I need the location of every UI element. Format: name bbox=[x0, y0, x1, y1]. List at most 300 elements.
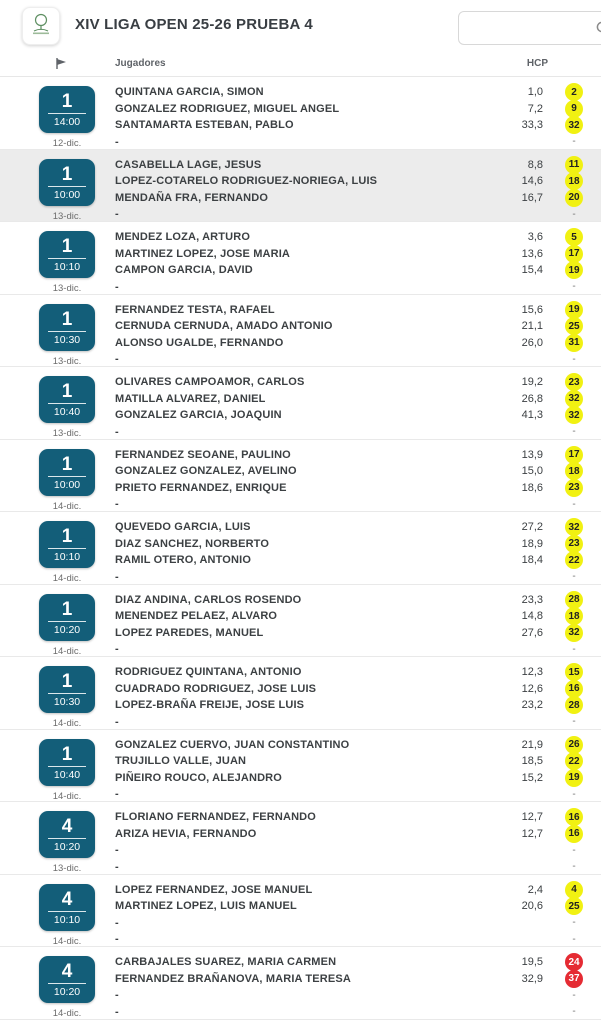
hcp-exact-value: 21,9 bbox=[521, 738, 543, 751]
playing-hcp-badge: 17 bbox=[565, 245, 583, 263]
playing-hcp-badge: 25 bbox=[565, 897, 583, 915]
hcp-line bbox=[501, 915, 583, 932]
tee-time: 10:00 bbox=[53, 478, 81, 491]
hcp-exact-value: 14,6 bbox=[521, 175, 543, 188]
tee-date: 13-dic. bbox=[52, 355, 82, 367]
hcp-line bbox=[501, 625, 583, 642]
hcp-column bbox=[501, 947, 583, 1019]
hcp-line bbox=[501, 826, 583, 843]
player-name: RODRIGUEZ QUINTANA, ANTONIO bbox=[115, 666, 302, 678]
player-name: GONZALEZ GARCIA, JOAQUIN bbox=[115, 409, 282, 421]
players-column bbox=[115, 585, 501, 657]
player-name: ARIZA HEVIA, FERNANDO bbox=[115, 827, 257, 840]
playing-hcp-badge: 23 bbox=[565, 479, 583, 497]
hcp-line bbox=[501, 898, 583, 915]
tee-cell bbox=[0, 222, 115, 294]
player-name: LOPEZ-BRAÑA FREIJE, JOSE LUIS bbox=[115, 699, 305, 711]
player-name: FERNANDEZ TESTA, RAFAEL bbox=[115, 303, 275, 316]
player-name: - bbox=[115, 643, 119, 655]
playing-hcp-badge: 23 bbox=[565, 373, 583, 391]
playing-hcp-badge: 4 bbox=[565, 881, 583, 899]
player-name: RAMIL OTERO, ANTONIO bbox=[115, 554, 252, 566]
playing-hcp-badge: 2 bbox=[565, 83, 583, 101]
hcp-line bbox=[501, 552, 583, 569]
hcp-exact-value: 12,3 bbox=[521, 666, 543, 679]
player-name: MENDEZ LOZA, ARTURO bbox=[115, 231, 251, 243]
tee-box[interactable] bbox=[39, 811, 95, 858]
tee-box-divider bbox=[48, 476, 86, 477]
tee-number: 4 bbox=[61, 816, 73, 837]
tee-box-divider bbox=[48, 331, 86, 332]
golf-club-crest-icon bbox=[28, 11, 54, 42]
hcp-exact-value: 15,4 bbox=[521, 264, 543, 277]
hcp-line bbox=[501, 786, 583, 803]
hcp-column bbox=[501, 77, 583, 149]
hcp-line bbox=[501, 351, 583, 368]
players-column bbox=[115, 222, 501, 294]
players-column bbox=[115, 295, 501, 367]
tee-number: 1 bbox=[61, 236, 73, 257]
empty-slot-dash: - bbox=[572, 498, 576, 510]
hcp-line bbox=[501, 447, 583, 464]
hcp-column bbox=[501, 295, 583, 367]
group-row[interactable] bbox=[0, 875, 601, 948]
player-name: FERNANDEZ BRAÑANOVA, MARIA TERESA bbox=[115, 972, 351, 985]
playing-hcp-badge: 20 bbox=[565, 189, 583, 207]
tee-box-divider bbox=[48, 766, 86, 767]
hcp-exact-value: 16,7 bbox=[521, 191, 543, 204]
app-header bbox=[0, 0, 601, 52]
group-row[interactable] bbox=[0, 947, 601, 1020]
player-name: - bbox=[115, 844, 119, 856]
player-name: - bbox=[115, 989, 119, 1001]
hcp-line bbox=[501, 882, 583, 899]
empty-slot-dash: - bbox=[572, 281, 576, 293]
player-name: GONZALEZ RODRIGUEZ, MIGUEL ANGEL bbox=[115, 102, 340, 115]
empty-slot-dash: - bbox=[572, 844, 576, 856]
playing-hcp-badge: 22 bbox=[565, 752, 583, 770]
playing-hcp-badge: 31 bbox=[565, 334, 583, 352]
player-name: MENENDEZ PELAEZ, ALVARO bbox=[115, 610, 278, 622]
playing-hcp-badge: 23 bbox=[565, 535, 583, 553]
tee-number: 4 bbox=[61, 961, 73, 982]
player-name: LOPEZ-COTARELO RODRIGUEZ-NORIEGA, LUIS bbox=[115, 175, 378, 187]
tee-cell bbox=[0, 657, 115, 729]
playing-hcp-badge: 25 bbox=[565, 317, 583, 335]
tee-box-divider bbox=[48, 621, 86, 622]
player-name: MARTINEZ LOPEZ, JOSE MARIA bbox=[115, 247, 291, 260]
player-name: OLIVARES CAMPOAMOR, CARLOS bbox=[115, 376, 305, 388]
hcp-line bbox=[501, 173, 583, 190]
tee-box[interactable] bbox=[39, 449, 95, 496]
playing-hcp-badge: 37 bbox=[565, 970, 583, 988]
group-row[interactable] bbox=[0, 730, 601, 803]
player-name: CERNUDA CERNUDA, AMADO ANTONIO bbox=[115, 320, 333, 332]
hcp-exact-value: 15,0 bbox=[521, 465, 543, 478]
player-name: - bbox=[115, 353, 119, 365]
hcp-line bbox=[501, 190, 583, 207]
empty-slot-dash: - bbox=[572, 643, 576, 655]
players-column bbox=[115, 77, 501, 149]
player-name: CARBAJALES SUAREZ, MARIA CARMEN bbox=[115, 956, 337, 968]
hcp-line bbox=[501, 279, 583, 296]
hcp-column bbox=[501, 585, 583, 657]
tee-date: 14-dic. bbox=[52, 573, 82, 584]
hcp-exact-value: 26,0 bbox=[521, 336, 543, 349]
hcp-line bbox=[501, 519, 583, 536]
hcp-exact-value: 23,2 bbox=[521, 699, 543, 712]
hcp-line bbox=[501, 592, 583, 609]
player-name: - bbox=[115, 208, 119, 220]
players-column bbox=[115, 875, 501, 947]
page-title: XIV LIGA OPEN 25-26 PRUEBA 4 bbox=[75, 16, 313, 33]
tee-date: 13-dic. bbox=[52, 210, 82, 222]
tee-date: 14-dic. bbox=[52, 500, 82, 512]
playing-hcp-badge: 16 bbox=[565, 825, 583, 843]
tee-box[interactable] bbox=[39, 739, 95, 786]
player-name: - bbox=[115, 135, 119, 148]
hcp-line bbox=[501, 641, 583, 658]
tee-cell bbox=[0, 585, 115, 657]
tee-time: 10:20 bbox=[53, 623, 81, 636]
player-name: CUADRADO RODRIGUEZ, JOSE LUIS bbox=[115, 682, 317, 695]
tee-cell bbox=[0, 77, 115, 149]
hcp-column bbox=[501, 730, 583, 802]
hcp-line bbox=[501, 931, 583, 948]
hcp-line bbox=[501, 842, 583, 859]
hcp-exact-value: 1,0 bbox=[527, 86, 543, 99]
tee-cell bbox=[0, 947, 115, 1019]
tee-date: 14-dic. bbox=[52, 790, 82, 802]
hcp-line bbox=[501, 608, 583, 625]
player-name: - bbox=[115, 933, 119, 945]
empty-slot-dash: - bbox=[572, 426, 576, 438]
player-name: - bbox=[115, 570, 119, 583]
player-name: - bbox=[115, 916, 119, 929]
hcp-exact-value: 33,3 bbox=[521, 119, 543, 132]
club-logo[interactable] bbox=[22, 7, 60, 45]
hcp-exact-value: 19,2 bbox=[521, 376, 543, 389]
hcp-line bbox=[501, 463, 583, 480]
playing-hcp-badge: 19 bbox=[565, 301, 583, 319]
player-name: - bbox=[115, 498, 119, 510]
players-column bbox=[115, 657, 501, 729]
search-box bbox=[458, 11, 601, 45]
tee-time: 10:40 bbox=[53, 406, 81, 418]
tee-time: 10:10 bbox=[53, 261, 81, 273]
hcp-exact-value: 27,2 bbox=[521, 521, 543, 534]
hcp-column bbox=[501, 150, 583, 222]
player-name: FLORIANO FERNANDEZ, FERNANDO bbox=[115, 811, 316, 823]
group-row[interactable] bbox=[0, 222, 601, 295]
hcp-exact-value: 2,4 bbox=[527, 883, 543, 896]
tee-cell bbox=[0, 295, 115, 367]
empty-slot-dash: - bbox=[572, 353, 576, 365]
playing-hcp-badge: 18 bbox=[565, 607, 583, 625]
playing-hcp-badge: 32 bbox=[565, 406, 583, 424]
tee-time: 10:20 bbox=[53, 986, 81, 998]
tee-box-divider bbox=[48, 548, 86, 549]
tee-box[interactable] bbox=[39, 884, 95, 931]
player-name: QUINTANA GARCIA, SIMON bbox=[115, 86, 264, 98]
hcp-exact-value: 20,6 bbox=[521, 900, 543, 913]
hcp-exact-value: 18,5 bbox=[521, 755, 543, 768]
hcp-column bbox=[501, 657, 583, 729]
tee-date: 13-dic. bbox=[52, 863, 82, 874]
hcp-line bbox=[501, 262, 583, 279]
tee-number: 1 bbox=[61, 381, 73, 402]
hcp-column bbox=[501, 875, 583, 947]
playing-hcp-badge: 28 bbox=[565, 696, 583, 714]
tee-date: 14-dic. bbox=[52, 1008, 82, 1019]
players-column bbox=[115, 947, 501, 1019]
player-name: PIÑEIRO ROUCO, ALEJANDRO bbox=[115, 771, 282, 784]
hcp-line bbox=[501, 987, 583, 1004]
hcp-exact-value: 14,8 bbox=[521, 610, 543, 623]
hcp-line bbox=[501, 246, 583, 263]
tee-box[interactable] bbox=[39, 86, 95, 133]
player-name: PRIETO FERNANDEZ, ENRIQUE bbox=[115, 481, 287, 494]
hcp-line bbox=[501, 569, 583, 586]
tee-cell bbox=[0, 730, 115, 802]
tee-date: 13-dic. bbox=[52, 428, 82, 439]
hcp-exact-value: 41,3 bbox=[521, 409, 543, 422]
playing-hcp-badge: 32 bbox=[565, 624, 583, 642]
search-input[interactable] bbox=[467, 12, 585, 44]
hcp-exact-value: 13,9 bbox=[521, 448, 543, 461]
group-row[interactable] bbox=[0, 295, 601, 368]
player-name: ALONSO UGALDE, FERNANDO bbox=[115, 336, 284, 349]
column-header-players: Jugadores bbox=[115, 58, 166, 69]
tee-number: 1 bbox=[61, 453, 73, 475]
playing-hcp-badge: 15 bbox=[565, 663, 583, 681]
groups-list bbox=[0, 77, 601, 1020]
tee-number: 1 bbox=[61, 163, 73, 185]
hcp-exact-value: 3,6 bbox=[527, 231, 543, 244]
hcp-exact-value: 8,8 bbox=[527, 158, 543, 171]
tee-date: 12-dic. bbox=[52, 138, 82, 149]
hcp-line bbox=[501, 737, 583, 754]
tee-time: 10:30 bbox=[53, 696, 81, 708]
hcp-exact-value: 19,5 bbox=[521, 956, 543, 969]
tee-time: 10:00 bbox=[53, 188, 81, 201]
players-column bbox=[115, 367, 501, 439]
tee-box[interactable] bbox=[39, 956, 95, 1003]
hcp-exact-value: 32,9 bbox=[521, 972, 543, 985]
tee-time: 10:30 bbox=[53, 333, 81, 346]
group-row[interactable] bbox=[0, 512, 601, 585]
playing-hcp-badge: 16 bbox=[565, 680, 583, 698]
tee-time: 10:20 bbox=[53, 841, 81, 853]
hcp-line bbox=[501, 335, 583, 352]
hcp-column bbox=[501, 367, 583, 439]
player-name: DIAZ ANDINA, CARLOS ROSENDO bbox=[115, 593, 302, 606]
group-row[interactable] bbox=[0, 657, 601, 730]
playing-hcp-badge: 16 bbox=[565, 808, 583, 826]
hcp-exact-value: 23,3 bbox=[521, 593, 543, 606]
hcp-column bbox=[501, 802, 583, 874]
tee-cell bbox=[0, 367, 115, 439]
hcp-line bbox=[501, 157, 583, 174]
tee-box-divider bbox=[48, 258, 86, 259]
player-name: GONZALEZ GONZALEZ, AVELINO bbox=[115, 465, 297, 477]
hcp-line bbox=[501, 302, 583, 319]
tee-box-divider bbox=[48, 186, 86, 187]
hcp-exact-value: 18,4 bbox=[521, 554, 543, 567]
flag-icon bbox=[55, 56, 69, 70]
hcp-line bbox=[501, 664, 583, 681]
hcp-exact-value: 12,7 bbox=[521, 827, 543, 840]
empty-slot-dash: - bbox=[572, 716, 576, 728]
players-column bbox=[115, 730, 501, 802]
search-icon[interactable] bbox=[595, 20, 601, 38]
player-name: - bbox=[115, 715, 119, 728]
playing-hcp-badge: 28 bbox=[565, 591, 583, 609]
player-name: MATILLA ALVAREZ, DANIEL bbox=[115, 392, 266, 405]
empty-slot-dash: - bbox=[572, 571, 576, 583]
hcp-exact-value: 13,6 bbox=[521, 247, 543, 260]
hcp-line bbox=[501, 681, 583, 698]
tee-cell bbox=[0, 802, 115, 874]
tee-number: 1 bbox=[61, 598, 73, 620]
hcp-exact-value: 21,1 bbox=[521, 320, 543, 333]
tee-time: 10:10 bbox=[53, 551, 81, 563]
hcp-line bbox=[501, 206, 583, 223]
tee-cell bbox=[0, 875, 115, 947]
empty-slot-dash: - bbox=[572, 989, 576, 1001]
playing-hcp-badge: 18 bbox=[565, 462, 583, 480]
tee-box-divider bbox=[48, 403, 86, 404]
players-column bbox=[115, 802, 501, 874]
hcp-line bbox=[501, 770, 583, 787]
group-row[interactable] bbox=[0, 77, 601, 150]
hcp-exact-value: 27,6 bbox=[521, 626, 543, 639]
player-name: LOPEZ FERNANDEZ, JOSE MANUEL bbox=[115, 883, 313, 896]
playing-hcp-badge: 32 bbox=[565, 518, 583, 536]
hcp-line bbox=[501, 229, 583, 246]
player-name: DIAZ SANCHEZ, NORBERTO bbox=[115, 537, 270, 550]
hcp-exact-value: 15,2 bbox=[521, 771, 543, 784]
tee-box-divider bbox=[48, 113, 86, 114]
tee-number: 1 bbox=[61, 743, 73, 765]
tee-number: 1 bbox=[61, 308, 73, 330]
player-name: FERNANDEZ SEOANE, PAULINO bbox=[115, 448, 291, 461]
player-name: - bbox=[115, 1005, 119, 1018]
tee-box[interactable] bbox=[39, 521, 95, 568]
playing-hcp-badge: 32 bbox=[565, 390, 583, 408]
hcp-line bbox=[501, 134, 583, 151]
players-column bbox=[115, 440, 501, 512]
hcp-column bbox=[501, 512, 583, 584]
player-name: - bbox=[115, 860, 119, 873]
group-row[interactable] bbox=[0, 802, 601, 875]
hcp-line bbox=[501, 954, 583, 971]
tee-box[interactable] bbox=[39, 666, 95, 713]
hcp-exact-value: 26,8 bbox=[521, 392, 543, 405]
hcp-line bbox=[501, 1004, 583, 1021]
hcp-line bbox=[501, 536, 583, 553]
tee-box[interactable] bbox=[39, 231, 95, 278]
tee-box[interactable] bbox=[39, 376, 95, 423]
hcp-line bbox=[501, 424, 583, 441]
tee-box-divider bbox=[48, 693, 86, 694]
playing-hcp-badge: 11 bbox=[565, 156, 583, 174]
player-name: CASABELLA LAGE, JESUS bbox=[115, 158, 262, 171]
hcp-line bbox=[501, 496, 583, 513]
tee-box[interactable] bbox=[39, 304, 95, 351]
hcp-line bbox=[501, 84, 583, 101]
player-name: - bbox=[115, 788, 119, 800]
empty-slot-dash: - bbox=[572, 208, 576, 220]
player-name: MARTINEZ LOPEZ, LUIS MANUEL bbox=[115, 900, 297, 912]
player-name: MENDAÑA FRA, FERNANDO bbox=[115, 191, 269, 204]
tee-box-divider bbox=[48, 911, 86, 912]
tee-number: 1 bbox=[61, 671, 73, 692]
player-name: SANTAMARTA ESTEBAN, PABLO bbox=[115, 119, 294, 131]
empty-slot-dash: - bbox=[572, 861, 576, 873]
playing-hcp-badge: 24 bbox=[565, 953, 583, 971]
tee-date: 14-dic. bbox=[52, 645, 82, 657]
group-row[interactable] bbox=[0, 367, 601, 440]
playing-hcp-badge: 19 bbox=[565, 769, 583, 787]
hcp-line bbox=[501, 859, 583, 876]
hcp-exact-value: 18,6 bbox=[521, 481, 543, 494]
tee-cell bbox=[0, 150, 115, 222]
hcp-column bbox=[501, 440, 583, 512]
playing-hcp-badge: 9 bbox=[565, 100, 583, 118]
tee-box[interactable] bbox=[39, 594, 95, 641]
tee-number: 1 bbox=[61, 526, 73, 547]
empty-slot-dash: - bbox=[572, 136, 576, 148]
hcp-exact-value: 12,7 bbox=[521, 811, 543, 824]
tee-box[interactable] bbox=[39, 159, 95, 206]
hcp-line bbox=[501, 753, 583, 770]
tee-box-divider bbox=[48, 983, 86, 984]
empty-slot-dash: - bbox=[572, 917, 576, 929]
tee-number: 1 bbox=[61, 91, 73, 112]
tee-box-divider bbox=[48, 838, 86, 839]
group-row[interactable] bbox=[0, 585, 601, 658]
group-row[interactable] bbox=[0, 150, 601, 223]
hcp-line bbox=[501, 391, 583, 408]
hcp-line bbox=[501, 809, 583, 826]
empty-slot-dash: - bbox=[572, 1006, 576, 1018]
hcp-line bbox=[501, 318, 583, 335]
hcp-line bbox=[501, 101, 583, 118]
group-row[interactable] bbox=[0, 440, 601, 513]
hcp-exact-value: 12,6 bbox=[521, 682, 543, 695]
hcp-line bbox=[501, 971, 583, 988]
tee-time: 14:00 bbox=[53, 116, 81, 128]
tee-date: 14-dic. bbox=[52, 935, 82, 947]
tee-cell bbox=[0, 440, 115, 512]
playing-hcp-badge: 26 bbox=[565, 736, 583, 754]
playing-hcp-badge: 17 bbox=[565, 446, 583, 464]
players-column bbox=[115, 150, 501, 222]
hcp-line bbox=[501, 374, 583, 391]
hcp-line bbox=[501, 714, 583, 731]
hcp-line bbox=[501, 117, 583, 134]
player-name: - bbox=[115, 425, 119, 438]
playing-hcp-badge: 5 bbox=[565, 228, 583, 246]
tee-number: 4 bbox=[61, 888, 73, 910]
player-name: GONZALEZ CUERVO, JUAN CONSTANTINO bbox=[115, 738, 350, 751]
playing-hcp-badge: 19 bbox=[565, 261, 583, 279]
hcp-column bbox=[501, 222, 583, 294]
empty-slot-dash: - bbox=[572, 933, 576, 945]
table-header bbox=[0, 52, 601, 77]
hcp-line bbox=[501, 697, 583, 714]
